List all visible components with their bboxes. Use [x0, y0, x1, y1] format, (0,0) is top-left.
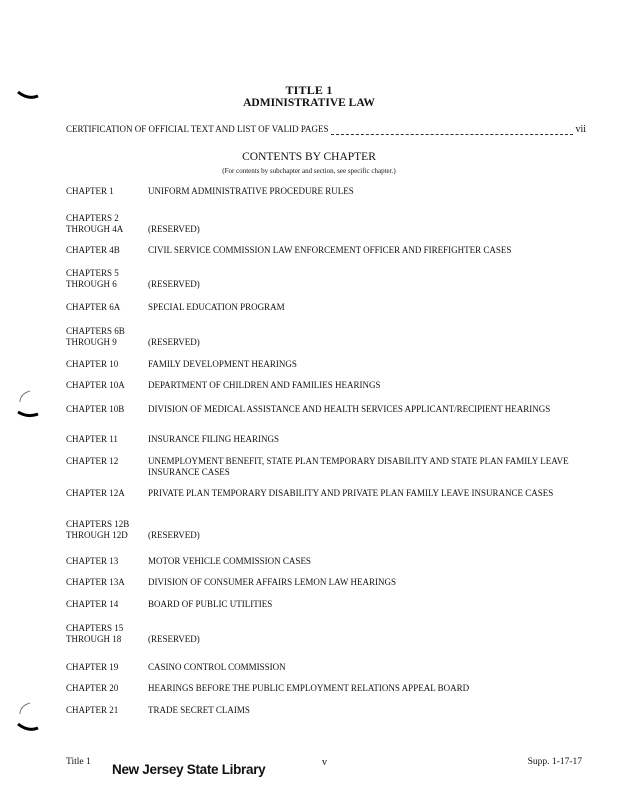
chapter-number: CHAPTER 13A [66, 577, 125, 587]
chapter-number: CHAPTER 13 [66, 556, 119, 566]
chapter-title: UNIFORM ADMINISTRATIVE PROCEDURE RULES [148, 186, 354, 196]
chapter-title: DIVISION OF MEDICAL ASSISTANCE AND HEALTH SERVICES APPLICANT/RECIPIENT HEARINGS [148, 404, 551, 414]
chapter-number: CHAPTER 19 [66, 662, 119, 672]
certification-line[interactable] [66, 124, 586, 138]
contents-note: (For contents by subchapter and section, see specific chapter.) [222, 167, 396, 175]
certification-page: vii [575, 124, 586, 135]
chapter-number: CHAPTER 11 [66, 434, 118, 444]
chapter-number-range: THROUGH 18 [66, 634, 122, 644]
chapter-number: CHAPTERS 15 [66, 623, 124, 633]
chapter-number-range: THROUGH 9 [66, 337, 117, 347]
chapter-title: BOARD OF PUBLIC UTILITIES [148, 599, 273, 609]
certification-label: CERTIFICATION OF OFFICIAL TEXT AND LIST OF VALID PAGES [66, 124, 329, 134]
library-stamp: New Jersey State Library [112, 762, 266, 777]
chapter-number: CHAPTER 21 [66, 705, 119, 715]
footer-title: Title 1 [66, 757, 91, 767]
chapter-title: (RESERVED) [148, 530, 200, 540]
chapter-title: FAMILY DEVELOPMENT HEARINGS [148, 359, 297, 369]
chapter-number: CHAPTER 4B [66, 245, 120, 255]
chapter-number-range: THROUGH 4A [66, 224, 124, 234]
chapter-title: UNEMPLOYMENT BENEFIT, STATE PLAN TEMPORARY DISABILITY AND STATE PLAN FAMILY LEAVE INSURANCE CASES [148, 456, 569, 477]
chapter-title: MOTOR VEHICLE COMMISSION CASES [148, 556, 311, 566]
chapter-title: (RESERVED) [148, 279, 200, 289]
page-subtitle: ADMINISTRATIVE LAW [243, 97, 375, 109]
chapter-title: SPECIAL EDUCATION PROGRAM [148, 302, 285, 312]
chapter-number-range: THROUGH 6 [66, 279, 117, 289]
chapter-number-range: THROUGH 12D [66, 530, 128, 540]
chapter-number: CHAPTER 10 [66, 359, 119, 369]
chapter-title: DEPARTMENT OF CHILDREN AND FAMILIES HEARINGS [148, 380, 381, 390]
chapter-number: CHAPTERS 6B [66, 326, 125, 336]
page-number: v [322, 757, 327, 768]
chapter-number: CHAPTER 10B [66, 404, 125, 414]
dot-leader [331, 134, 574, 135]
chapter-title: (RESERVED) [148, 337, 200, 347]
supplement-date: Supp. 1-17-17 [527, 757, 582, 767]
chapter-number: CHAPTER 12 [66, 456, 119, 466]
punch-hole-mark [16, 388, 40, 422]
chapter-title: TRADE SECRET CLAIMS [148, 705, 250, 715]
chapter-title: (RESERVED) [148, 634, 200, 644]
chapter-number: CHAPTER 14 [66, 599, 119, 609]
chapter-number: CHAPTER 20 [66, 683, 119, 693]
chapter-title: PRIVATE PLAN TEMPORARY DISABILITY AND PRIVATE PLAN FAMILY LEAVE INSURANCE CASES [148, 488, 554, 498]
punch-hole-mark [16, 700, 40, 736]
chapter-number: CHAPTERS 5 [66, 268, 119, 278]
contents-heading: CONTENTS BY CHAPTER [242, 151, 376, 163]
chapter-number: CHAPTER 12A [66, 488, 125, 498]
chapter-number: CHAPTER 10A [66, 380, 125, 390]
chapter-number: CHAPTER 6A [66, 302, 121, 312]
chapter-number: CHAPTERS 12B [66, 519, 130, 529]
chapter-title: CASINO CONTROL COMMISSION [148, 662, 286, 672]
chapter-title: (RESERVED) [148, 224, 200, 234]
chapter-title: INSURANCE FILING HEARINGS [148, 434, 280, 444]
chapter-title: DIVISION OF CONSUMER AFFAIRS LEMON LAW HEARINGS [148, 577, 396, 587]
chapter-number: CHAPTERS 2 [66, 213, 119, 223]
page-title: TITLE 1 [285, 83, 333, 97]
chapter-number: CHAPTER 1 [66, 186, 114, 196]
chapter-title: CIVIL SERVICE COMMISSION LAW ENFORCEMENT OFFICER AND FIREFIGHTER CASES [148, 245, 512, 255]
chapter-title: HEARINGS BEFORE THE PUBLIC EMPLOYMENT RELATIONS APPEAL BOARD [148, 683, 470, 693]
